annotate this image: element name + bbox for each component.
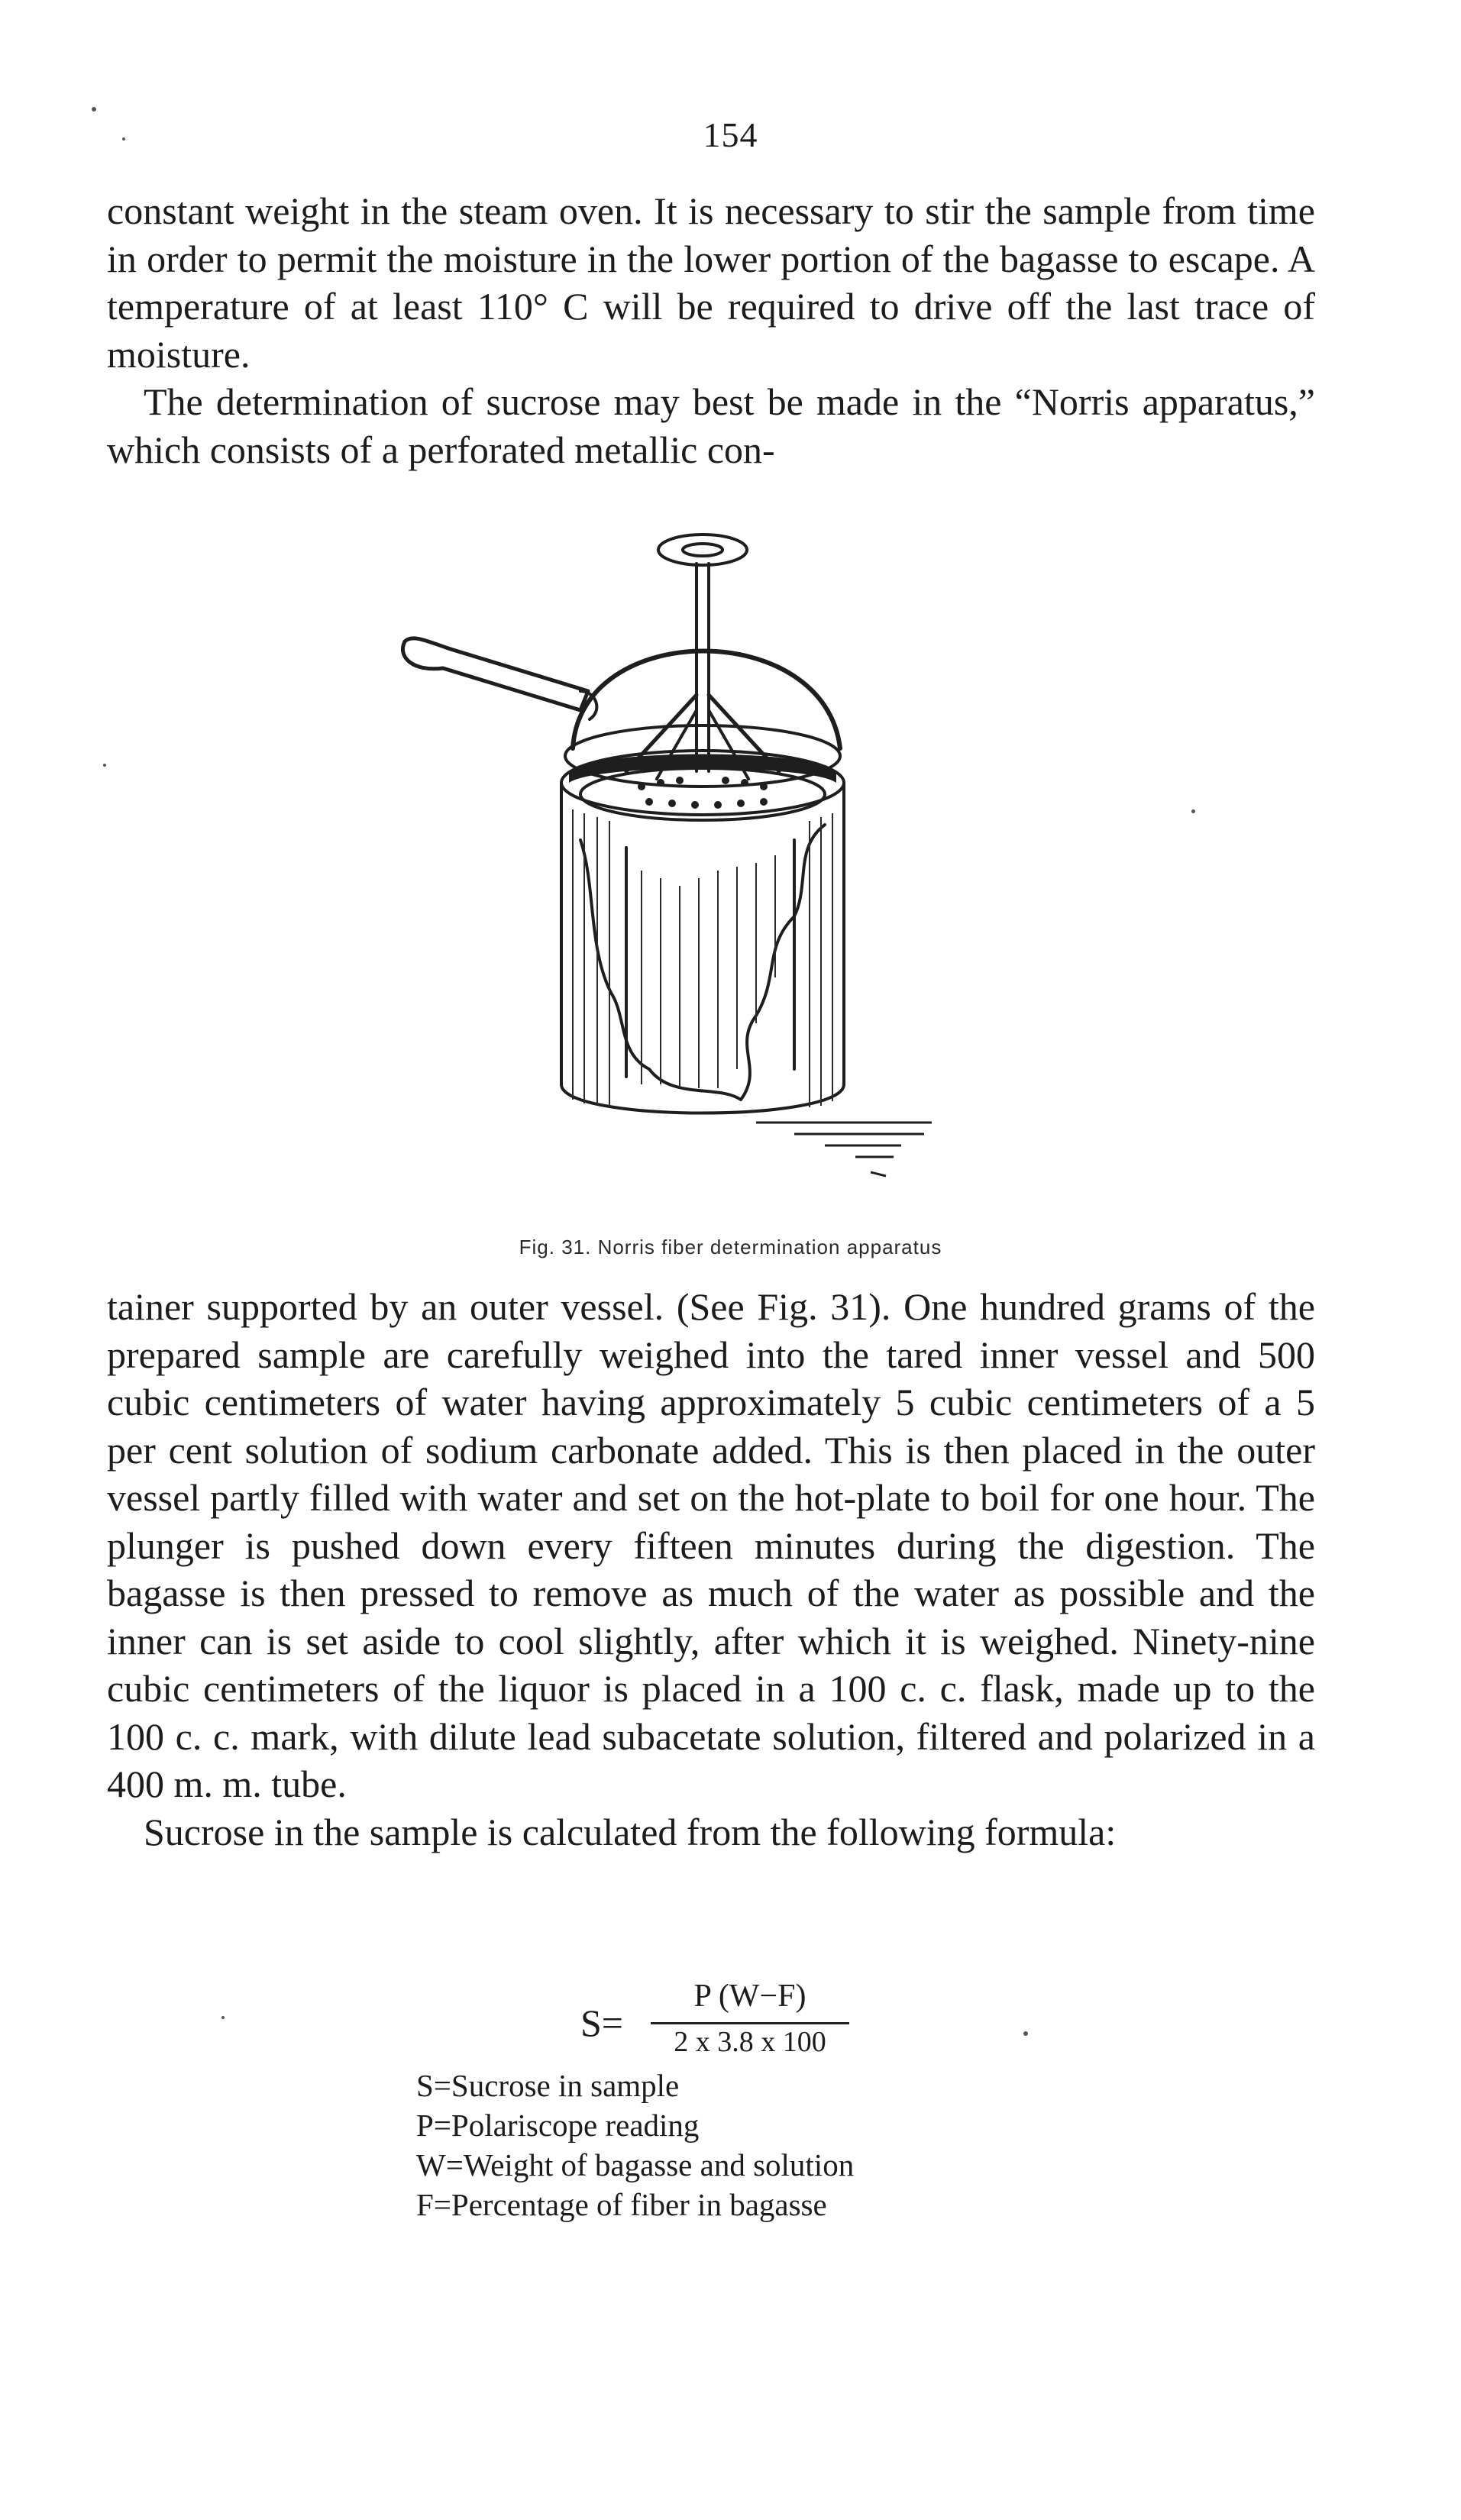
scan-speck [122, 137, 125, 141]
page-number: 154 [703, 115, 758, 154]
paragraph-procedure [107, 1283, 1315, 1856]
legend-item: P=Polariscope reading [416, 2108, 700, 2143]
paragraph-formula-intro: Sucrose in the sample is calculated from the following formula: [144, 1810, 1117, 1853]
formula-legend [416, 2066, 1104, 2224]
figure-caption: Fig. 31. Norris fiber determination apparatus [519, 1236, 942, 1258]
scan-speck [221, 2016, 225, 2019]
paragraph-norris-intro: The determination of sucrose may best be made in the “Norris apparatus,” which consists of a perforated metallic con- [107, 380, 1315, 471]
norris-apparatus-figure [397, 519, 1084, 1237]
legend-item: F=Percentage of fiber in bagasse [416, 2187, 827, 2222]
formula-lhs: S= [580, 2001, 624, 2044]
paragraph-drying-text: constant weight in the steam oven. It is necessary to stir the sample from time in order to permit the moisture in the lower portion of the bagasse to escape. A temperature of at least 110° C will be required to drive off the last trace of moisture. [107, 189, 1315, 376]
legend-item: W=Weight of bagasse and solution [416, 2147, 855, 2182]
sucrose-formula [580, 1978, 886, 2069]
scan-speck [1023, 2031, 1028, 2036]
paragraph-procedure-text: tainer supported by an outer vessel. (See Fig. 31). One hundred grams of the prepared sample are carefully weighed into the tared inner vessel and 500 cubic centimeters of water having approximately 5 cubic centimeters of a 5 per cent solution of sodium carbonate added. This is then placed in the outer vessel partly filled with water and set on the hot-plate to boil for one hour. The plunger is pushed down every fifteen minutes during the digestion. The bagasse is then pressed to remove as much of the water as possible and the inner can is set aside to cool slightly, after which it is weighed. Ninety-nine cubic centimeters of the liquor is placed in a 100 c. c. flask, made up to the 100 c. c. mark, with dilute lead subacetate solution, filtered and polarized in a 400 m. m. tube. [107, 1285, 1315, 1805]
formula-denominator: 2 x 3.8 x 100 [674, 2026, 826, 2058]
fraction-bar [651, 2022, 849, 2024]
formula-numerator: P (W−F) [693, 1979, 806, 2014]
scan-speck [1191, 809, 1195, 813]
scan-speck [103, 764, 106, 767]
legend-item: S=Sucrose in sample [416, 2068, 680, 2103]
scan-speck [92, 107, 96, 111]
paragraph-drying [107, 187, 1315, 473]
